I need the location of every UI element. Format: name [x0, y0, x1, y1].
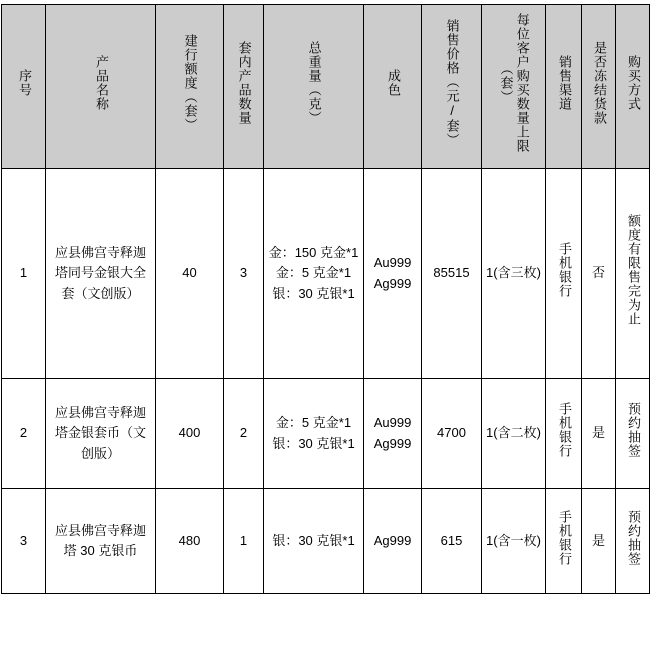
cell-channel	[546, 489, 582, 594]
table-header-row	[2, 5, 650, 169]
table-row	[2, 169, 650, 379]
cell-weight	[264, 169, 364, 379]
column-header-index	[2, 5, 46, 169]
cell-limit: 1(含二枚)	[482, 379, 546, 489]
column-header-count-label: 套内产品数量	[236, 41, 252, 126]
cell-channel	[546, 379, 582, 489]
cell-weight-line: 银：30 克银*1	[272, 532, 355, 548]
product-table	[1, 4, 650, 594]
column-header-fineness	[364, 5, 422, 169]
cell-limit: 1(含三枚)	[482, 169, 546, 379]
column-header-fineness-label: 成色	[385, 69, 401, 98]
cell-product-name: 应县佛宫寺释迦塔金银套币（文创版）	[46, 379, 156, 489]
column-header-index-label: 序号	[16, 69, 32, 98]
cell-price: 4700	[422, 379, 482, 489]
column-header-limit-label: 每位客户购买数量上限（套）	[498, 13, 530, 154]
cell-fineness	[364, 169, 422, 379]
cell-purchase-label: 额度有限售完为止	[625, 214, 641, 327]
column-header-purchase	[616, 5, 650, 169]
cell-weight-line: 金：5 克金*1	[275, 415, 352, 431]
cell-weight-line: 银：30 克银*1	[272, 285, 355, 301]
cell-index: 2	[2, 379, 46, 489]
column-header-quota	[156, 5, 224, 169]
cell-fineness-line: Ag999	[373, 435, 412, 451]
column-header-product-name	[46, 5, 156, 169]
cell-price: 615	[422, 489, 482, 594]
cell-quota: 480	[156, 489, 224, 594]
column-header-purchase-label: 购买方式	[625, 55, 641, 112]
cell-quota: 40	[156, 169, 224, 379]
table-row	[2, 489, 650, 594]
cell-quota: 400	[156, 379, 224, 489]
cell-index: 3	[2, 489, 46, 594]
cell-weight-line: 银：30 克银*1	[272, 435, 355, 451]
column-header-product-name-label: 产品名称	[93, 55, 109, 112]
cell-fineness-line: Ag999	[373, 275, 412, 291]
cell-fineness-line: Au999	[373, 415, 412, 431]
column-header-freeze-label: 是否冻结货款	[591, 41, 607, 126]
cell-purchase-label: 预约抽签	[625, 402, 641, 459]
cell-price: 85515	[422, 169, 482, 379]
cell-fineness-line: Ag999	[373, 532, 412, 548]
cell-product-name: 应县佛宫寺释迦塔同号金银大全套（文创版）	[46, 169, 156, 379]
cell-purchase	[616, 379, 650, 489]
column-header-weight	[264, 5, 364, 169]
column-header-weight-label: 总重量（克）	[306, 41, 322, 126]
cell-channel-label: 手机银行	[556, 509, 572, 566]
cell-weight-line: 金：150 克金*1	[268, 245, 359, 261]
column-header-quota-label: 建行额度（套）	[182, 34, 198, 133]
cell-purchase	[616, 169, 650, 379]
cell-count: 1	[224, 489, 264, 594]
cell-count: 2	[224, 379, 264, 489]
cell-purchase-label: 预约抽签	[625, 509, 641, 566]
cell-limit: 1(含一枚)	[482, 489, 546, 594]
document-page	[0, 4, 650, 664]
cell-weight-line: 金：5 克金*1	[275, 265, 352, 281]
cell-channel	[546, 169, 582, 379]
cell-channel-label: 手机银行	[556, 242, 572, 299]
column-header-freeze	[582, 5, 616, 169]
cell-purchase	[616, 489, 650, 594]
cell-product-name: 应县佛宫寺释迦塔 30 克银币	[46, 489, 156, 594]
table-row	[2, 379, 650, 489]
cell-fineness-line: Au999	[373, 255, 412, 271]
cell-freeze: 是	[582, 379, 616, 489]
column-header-price-label: 销售价格（元/套）	[444, 19, 460, 148]
cell-fineness	[364, 379, 422, 489]
cell-weight	[264, 379, 364, 489]
column-header-count	[224, 5, 264, 169]
cell-freeze: 是	[582, 489, 616, 594]
cell-count: 3	[224, 169, 264, 379]
cell-fineness	[364, 489, 422, 594]
column-header-channel-label: 销售渠道	[556, 55, 572, 112]
column-header-channel	[546, 5, 582, 169]
cell-freeze: 否	[582, 169, 616, 379]
cell-channel-label: 手机银行	[556, 402, 572, 459]
cell-weight	[264, 489, 364, 594]
column-header-limit	[482, 5, 546, 169]
cell-index: 1	[2, 169, 46, 379]
column-header-price	[422, 5, 482, 169]
